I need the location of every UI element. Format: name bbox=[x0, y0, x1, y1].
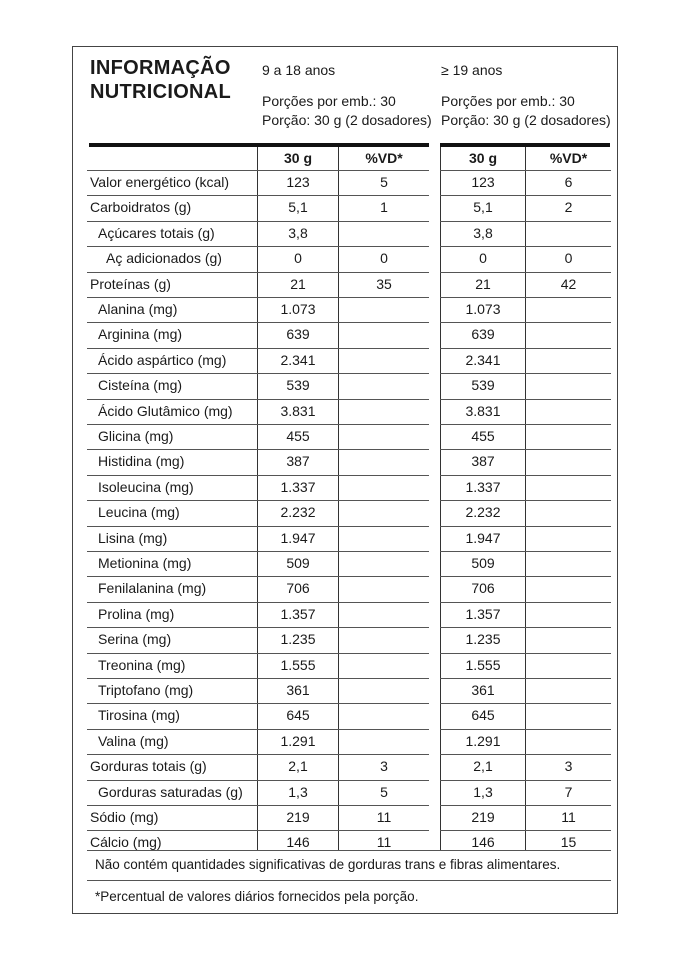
table-row bbox=[87, 703, 611, 728]
group-a-amount: 455 bbox=[286, 428, 310, 444]
group-a-vd: 11 bbox=[376, 809, 392, 825]
col-header-b-amount: 30 g bbox=[468, 150, 497, 166]
table-row bbox=[87, 475, 611, 500]
group-b-vd: 7 bbox=[564, 783, 573, 800]
group-a-vd: 5 bbox=[380, 783, 388, 800]
title-line-1: INFORMAÇÃO bbox=[90, 57, 231, 79]
group-a-amount: 146 bbox=[286, 834, 310, 851]
group-b-vd: 42 bbox=[560, 275, 577, 292]
nutrient-label: Sódio (mg) bbox=[90, 809, 159, 825]
group-b-amount: 387 bbox=[471, 453, 495, 470]
group-b-amount: 1.073 bbox=[465, 301, 501, 317]
group-a-amount: 387 bbox=[286, 453, 310, 470]
col-header-a-vd: %VD* bbox=[365, 150, 403, 166]
table-row bbox=[87, 424, 611, 449]
nutrient-label: Alanina (mg) bbox=[98, 301, 178, 317]
group-b-amount: 5,1 bbox=[473, 199, 493, 216]
group-b-amount: 706 bbox=[471, 580, 495, 597]
group-a-amount: 1.357 bbox=[280, 605, 316, 622]
group-a-amount: 361 bbox=[286, 682, 310, 698]
group-b-amount: 1.235 bbox=[465, 631, 501, 648]
group-b-amount: 219 bbox=[471, 809, 495, 825]
group-b-serving-info bbox=[441, 92, 611, 130]
nutrient-label: Metionina (mg) bbox=[98, 555, 192, 571]
group-a-vd: 1 bbox=[380, 199, 388, 216]
nutrient-label: Cálcio (mg) bbox=[90, 834, 162, 851]
group-b-amount: 1.357 bbox=[465, 605, 501, 622]
group-b-amount: 455 bbox=[471, 428, 495, 444]
group-b-amount: 645 bbox=[471, 707, 495, 724]
table-row bbox=[87, 246, 611, 271]
nutrient-label: Ácido Glutâmico (mg) bbox=[98, 402, 233, 419]
nutrient-label: Fenilalanina (mg) bbox=[98, 580, 207, 597]
group-a-amount: 706 bbox=[286, 580, 310, 597]
group-b-amount: 2.232 bbox=[465, 504, 501, 521]
group-a-amount: 21 bbox=[290, 275, 306, 292]
group-a-amount: 1.291 bbox=[280, 732, 316, 749]
group-b-amount: 2.341 bbox=[465, 351, 501, 368]
group-b-amount: 21 bbox=[475, 275, 491, 292]
table-row bbox=[87, 170, 611, 195]
group-a-vd: 3 bbox=[380, 758, 388, 775]
group-a-amount: 3,8 bbox=[288, 224, 308, 241]
group-b-amount: 3.831 bbox=[465, 402, 501, 419]
group-a-amount: 2.341 bbox=[280, 351, 316, 368]
table-row bbox=[87, 754, 611, 779]
group-a-amount: 219 bbox=[286, 809, 310, 825]
table-row bbox=[87, 729, 611, 754]
nutrient-label: Aç adicionados (g) bbox=[106, 250, 222, 267]
table-row bbox=[87, 449, 611, 474]
group-b-amount: 1,3 bbox=[473, 783, 493, 800]
group-a-amount: 1,3 bbox=[288, 783, 308, 800]
group-a-amount: 645 bbox=[286, 707, 310, 724]
nutrient-label: Arginina (mg) bbox=[98, 326, 183, 343]
nutrient-label: Triptofano (mg) bbox=[98, 682, 194, 698]
table-row bbox=[87, 195, 611, 220]
nutrient-label: Leucina (mg) bbox=[98, 504, 180, 521]
nutrient-label: Prolina (mg) bbox=[98, 605, 175, 622]
nutrient-label: Açúcares totais (g) bbox=[98, 224, 215, 241]
table-row bbox=[87, 780, 611, 805]
table-row bbox=[87, 526, 611, 551]
group-a-amount: 5,1 bbox=[288, 199, 308, 216]
group-b-amount: 539 bbox=[471, 377, 495, 394]
group-b-amount: 1.337 bbox=[465, 478, 501, 495]
group-a-vd: 35 bbox=[376, 275, 392, 292]
group-b-amount: 1.947 bbox=[465, 529, 501, 546]
group-a-vd: 11 bbox=[376, 834, 392, 851]
group-a-amount: 1.337 bbox=[280, 478, 316, 495]
group-a-amount: 1.947 bbox=[280, 529, 316, 546]
group-a-amount: 2.232 bbox=[280, 504, 316, 521]
col-header-b-vd: %VD* bbox=[549, 150, 588, 166]
footnote-vd: *Percentual de valores diários fornecidos pela porção. bbox=[95, 889, 419, 904]
table-row bbox=[87, 627, 611, 652]
group-a-amount: 509 bbox=[286, 555, 310, 571]
table-title bbox=[90, 56, 231, 104]
group-b-amount: 1.291 bbox=[465, 732, 501, 749]
table-row bbox=[87, 322, 611, 347]
group-a-amount: 1.073 bbox=[280, 301, 316, 317]
group-a-amount: 0 bbox=[294, 250, 302, 267]
group-b-amount: 639 bbox=[471, 326, 495, 343]
group-b-vd: 6 bbox=[564, 174, 573, 190]
nutrient-label: Tirosina (mg) bbox=[98, 707, 180, 724]
nutrient-label: Ácido aspártico (mg) bbox=[98, 351, 227, 368]
group-b-amount: 1.555 bbox=[465, 656, 501, 673]
group-b-vd: 15 bbox=[560, 834, 577, 851]
group-b-amount: 509 bbox=[471, 555, 495, 571]
table-row bbox=[87, 297, 611, 322]
nutrient-label: Valina (mg) bbox=[98, 732, 169, 749]
table-row bbox=[87, 551, 611, 576]
table-row bbox=[87, 602, 611, 627]
table-row bbox=[87, 272, 611, 297]
col-header-a-amount: 30 g bbox=[283, 150, 312, 166]
group-b-amount: 0 bbox=[479, 250, 487, 267]
group-b-vd: 11 bbox=[561, 809, 576, 825]
nutrient-label: Treonina (mg) bbox=[98, 656, 186, 673]
footer-divider bbox=[87, 850, 611, 851]
nutrient-label: Proteínas (g) bbox=[90, 275, 171, 292]
nutrient-label: Isoleucina (mg) bbox=[98, 478, 194, 495]
group-a-amount: 1.555 bbox=[280, 656, 316, 673]
group-a-amount: 1.235 bbox=[280, 631, 316, 648]
table-row bbox=[87, 653, 611, 678]
table-row bbox=[87, 373, 611, 398]
table-row bbox=[87, 805, 611, 830]
group-a-servings-per-package: Porções por emb.: 30 bbox=[262, 93, 396, 109]
group-a-amount: 639 bbox=[286, 326, 310, 343]
nutrient-label: Gorduras saturadas (g) bbox=[98, 783, 243, 800]
group-b-amount: 3,8 bbox=[473, 224, 493, 241]
table-row bbox=[87, 678, 611, 703]
nutrient-label: Carboidratos (g) bbox=[90, 199, 192, 216]
group-a-amount: 539 bbox=[286, 377, 310, 394]
nutrient-label: Histidina (mg) bbox=[98, 453, 185, 470]
group-a-amount: 2,1 bbox=[288, 758, 308, 775]
group-b-vd: 3 bbox=[564, 758, 573, 775]
nutrient-label: Lisina (mg) bbox=[98, 529, 168, 546]
group-b-age: ≥ 19 anos bbox=[441, 62, 503, 78]
group-b-vd: 2 bbox=[564, 199, 573, 216]
group-b-amount: 146 bbox=[471, 834, 495, 851]
nutrient-label: Serina (mg) bbox=[98, 631, 172, 648]
group-b-amount: 123 bbox=[471, 174, 495, 190]
group-a-vd: 0 bbox=[380, 250, 388, 267]
group-a-amount: 3.831 bbox=[280, 402, 316, 419]
table-row bbox=[87, 221, 611, 246]
table-row bbox=[87, 576, 611, 601]
group-a-amount: 123 bbox=[286, 174, 310, 190]
group-a-serving-info bbox=[262, 92, 432, 130]
nutrient-label: Gorduras totais (g) bbox=[90, 758, 207, 775]
table-row bbox=[87, 830, 611, 855]
table-row bbox=[87, 399, 611, 424]
group-a-vd: 5 bbox=[380, 174, 388, 190]
group-a-age: 9 a 18 anos bbox=[262, 62, 336, 78]
group-b-amount: 2,1 bbox=[473, 758, 493, 775]
group-b-servings-per-package: Porções por emb.: 30 bbox=[441, 93, 575, 109]
table-row bbox=[87, 500, 611, 525]
group-b-serving-size: Porção: 30 g (2 dosadores) bbox=[441, 112, 611, 128]
group-a-serving-size: Porção: 30 g (2 dosadores) bbox=[262, 112, 432, 128]
nutrient-label: Cisteína (mg) bbox=[98, 377, 183, 394]
footer-divider bbox=[87, 880, 611, 881]
table-row bbox=[87, 348, 611, 373]
title-line-2: NUTRICIONAL bbox=[90, 81, 232, 103]
nutrient-label: Glicina (mg) bbox=[98, 428, 174, 444]
group-b-amount: 361 bbox=[471, 682, 495, 698]
nutrient-label: Valor energético (kcal) bbox=[90, 174, 230, 190]
group-b-vd: 0 bbox=[564, 250, 573, 267]
footnote-trans-fat: Não contém quantidades significativas de gorduras trans e fibras alimentares. bbox=[95, 857, 561, 872]
